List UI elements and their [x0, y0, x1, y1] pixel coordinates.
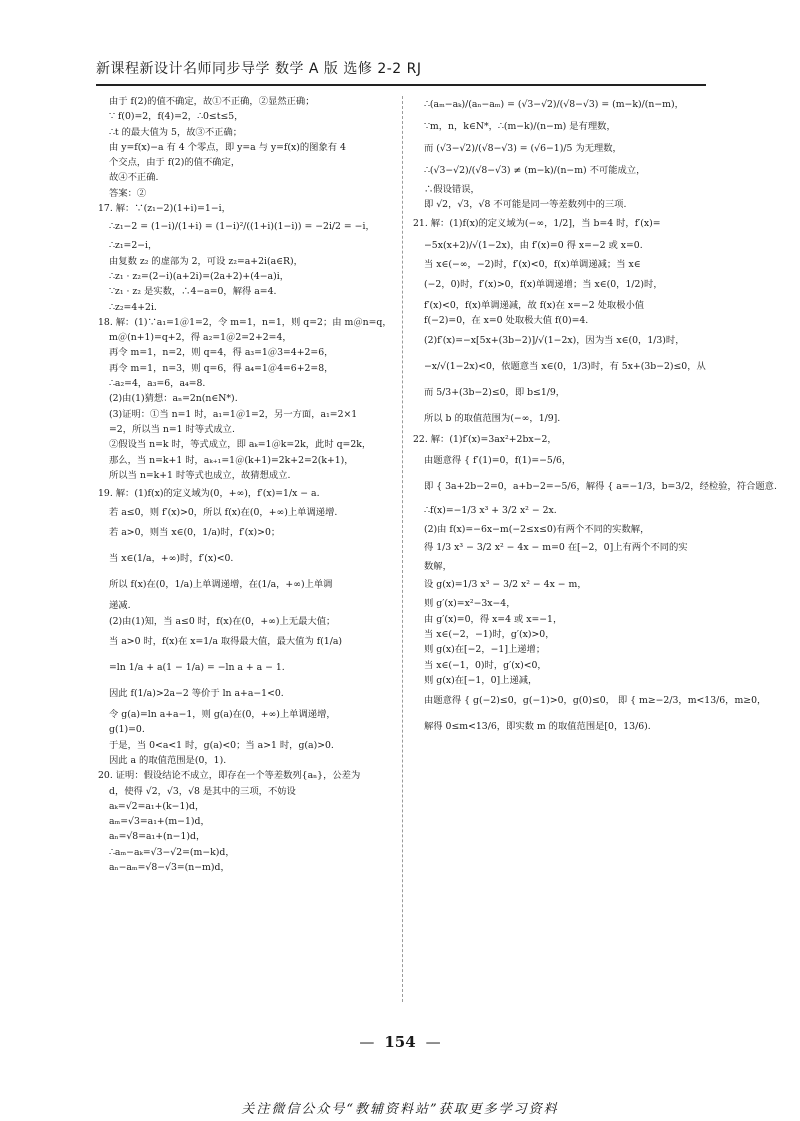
text-line: aₙ=√8=a₁+(n−1)d，: [109, 831, 206, 843]
text-line: ∴z₂=4+2i.: [109, 301, 157, 313]
text-line: 再令 m=1，n=2，则 q=4，得 a₃=1＠3=4+2=6，: [109, 347, 334, 359]
text-line: 当 x∈(−∞，−2)时，f′(x)<0，f(x)单调递减；当 x∈: [424, 258, 641, 270]
text-line: ②假设当 n=k 时，等式成立，即 aₖ=1＠k=2k，此时 q=2k，: [109, 439, 372, 451]
text-line: 22. 解：(1)f′(x)=3ax²+2bx−2，: [413, 434, 557, 446]
text-line: f(−2)=0，在 x=0 处取极大值 f(0)=4.: [424, 315, 589, 327]
text-line: 解得 0≤m<13/6，即实数 m 的取值范围是[0，13/6).: [424, 721, 651, 733]
text-line: ∴(aₘ−aₖ)/(aₙ−aₘ) = (√3−√2)/(√8−√3) = (m−k)/(n−m)，: [424, 99, 684, 110]
text-line: 由 g′(x)=0，得 x=4 或 x=−1，: [424, 613, 563, 625]
footer-note: 关注微信公众号“教辅资料站”获取更多学习资料: [241, 1102, 559, 1117]
text-line: 由于 f(2)的值不确定，故①不正确，②显然正确；: [109, 96, 315, 107]
text-line: ∴f(x)=−1/3 x³ + 3/2 x² − 2x.: [424, 504, 557, 516]
text-line: 即 √2，√3，√8 不可能是同一等差数列中的三项.: [424, 199, 627, 211]
text-line: (2)由(1)猜想：aₙ=2n(n∈N*).: [109, 393, 238, 405]
text-line: ∴z₁ · z₂=(2−i)(a+2i)=(2a+2)+(4−a)i，: [109, 270, 289, 282]
text-line: ∴z₁−2 = (1−i)/(1+i) = (1−i)²/((1+i)(1−i)) = −2i/2 = −i，: [109, 221, 375, 233]
text-line: ∵z₁ · z₂ 是实数，∴4−a=0，解得 a=4.: [109, 286, 277, 298]
text-line: (2)f′(x)=−x[5x+(3b−2)]/√(1−2x)，因为当 x∈(0，1/3)时，: [424, 335, 685, 347]
header-title: 新课程新设计名师同步导学 数学 A 版 选修 2-2 RJ: [96, 61, 422, 77]
text-line: 17. 解：∵(z₁−2)(1+i)=1−i，: [98, 203, 231, 215]
text-line: 而 (√3−√2)/(√8−√3) = (√6−1)/5 为无理数，: [424, 143, 622, 154]
text-line: m＠(n+1)=q+2，得 a₂=1＠2=2+2=4，: [109, 332, 292, 344]
text-line: 当 x∈(−2，−1)时，g′(x)>0，: [424, 628, 555, 640]
text-line: 设 g(x)=1/3 x³ − 3/2 x² − 4x − m，: [424, 579, 587, 591]
page-header: [96, 58, 706, 78]
text-line: 个交点，由于 f(2)的值不确定，: [109, 157, 241, 169]
text-line: 由题意得 { g(−2)≤0，g(−1)>0，g(0)≤0， 即 { m≥−2/3，m<13/6，m≥0，: [424, 695, 767, 707]
text-line: ∴假设错误，: [424, 184, 480, 195]
page-number: — 154 —: [359, 1033, 441, 1051]
text-line: 因此 a 的取值范围是(0，1).: [109, 754, 227, 766]
text-line: 若 a≤0，则 f′(x)>0，所以 f(x)在(0，+∞)上单调递增.: [109, 507, 338, 519]
text-line: 由题意得 { f′(1)=0，f(1)=−5/6，: [424, 454, 572, 466]
text-line: ∴a₂=4，a₃=6，a₄=8.: [109, 378, 206, 390]
text-line: 得 1/3 x³ − 3/2 x² − 4x − m=0 在[−2，0]上有两个不同的实: [424, 542, 688, 554]
text-line: 所以 f(x)在(0，1/a)上单调递增，在(1/a，+∞)上单调: [109, 579, 333, 591]
left-column: [98, 94, 394, 875]
text-line: 而 5/3+(3b−2)≤0，即 b≤1/9，: [424, 387, 566, 399]
text-line: 那么，当 n=k+1 时，aₖ₊₁=1＠(k+1)=2k+2=2(k+1)，: [109, 454, 354, 466]
text-line: (2)由(1)知，当 a≤0 时，f(x)在(0，+∞)上无最大值；: [109, 615, 336, 627]
text-line: d，使得 √2，√3，√8 是其中的三项，不妨设: [109, 785, 296, 797]
text-line: ∴t 的最大值为 5，故③不正确；: [109, 126, 243, 138]
text-line: 由复数 z₂ 的虚部为 2，可设 z₂=a+2i(a∈R)，: [109, 255, 303, 267]
text-line: 所以 b 的取值范围为(−∞，1/9].: [424, 413, 561, 425]
text-line: −x/√(1−2x)<0，依题意当 x∈(0，1/3)时，有 5x+(3b−2)≤0，从: [424, 361, 706, 373]
text-line: (2)由 f(x)=−6x−m(−2≤x≤0)有两个不同的实数解，: [424, 523, 650, 535]
text-line: 由 y=f(x)−a 有 4 个零点，即 y=a 与 y=f(x)的图象有 4: [109, 141, 346, 153]
text-line: 则 g(x)在[−1，0]上递减，: [424, 674, 538, 686]
text-line: ∴z₁=2−i，: [109, 240, 158, 252]
text-line: 递减.: [109, 600, 131, 612]
text-line: 于是，当 0<a<1 时，g(a)<0；当 a>1 时，g(a)>0.: [109, 739, 334, 751]
right-column: [413, 94, 777, 740]
text-line: aₘ=√3=a₁+(m−1)d，: [109, 816, 210, 828]
column-divider: [402, 96, 403, 1002]
text-line: aₖ=√2=a₁+(k−1)d，: [109, 800, 205, 812]
text-line: 则 g′(x)=x²−3x−4，: [424, 598, 516, 610]
text-line: 20. 证明：假设结论不成立，即存在一个等差数列{aₙ}，公差为: [98, 770, 361, 782]
text-line: 若 a>0，则当 x∈(0，1/a)时，f′(x)>0；: [109, 527, 281, 539]
text-line: 因此 f(1/a)>2a−2 等价于 ln a+a−1<0.: [109, 688, 284, 700]
text-line: 数解，: [424, 561, 452, 573]
text-line: ∵ f(0)=2，f(4)=2，∴0≤t≤5，: [109, 111, 244, 123]
text-line: 当 x∈(−1，0)时，g′(x)<0，: [424, 659, 547, 671]
text-line: 则 g(x)在[−2，−1]上递增；: [424, 644, 546, 656]
text-line: (3)证明：①当 n=1 时，a₁=1＠1=2，另一方面，a₁=2×1: [109, 408, 358, 420]
text-line: 故④不正确.: [109, 172, 159, 184]
text-line: 所以当 n=k+1 时等式也成立，故猜想成立.: [109, 469, 291, 481]
text-line: =ln 1/a + a(1 − 1/a) = −ln a + a − 1.: [109, 662, 285, 674]
text-line: (−2，0)时，f′(x)>0，f(x)单调递增；当 x∈(0，1/2)时，: [424, 278, 663, 290]
text-line: 答案：②: [109, 187, 147, 199]
page-number-value: 154: [384, 1033, 416, 1051]
text-line: 当 x∈(1/a，+∞)时，f′(x)<0.: [109, 553, 234, 565]
text-line: 当 a>0 时，f(x)在 x=1/a 取得最大值，最大值为 f(1/a): [109, 636, 343, 648]
text-line: 令 g(a)=ln a+a−1，则 g(a)在(0，+∞)上单调递增，: [109, 709, 336, 721]
text-line: 18. 解：(1)∵a₁=1＠1=2，令 m=1，n=1，则 q=2；由 m＠n=q，: [98, 316, 392, 328]
text-line: g(1)=0.: [109, 724, 145, 736]
text-line: =2，所以当 n=1 时等式成立.: [109, 423, 235, 435]
text-line: −5x(x+2)/√(1−2x)，由 f′(x)=0 得 x=−2 或 x=0.: [424, 239, 643, 251]
text-line: 即 { 3a+2b−2=0，a+b−2=−5/6，解得 { a=−1/3，b=3/2，经检验，符合题意.: [424, 480, 777, 492]
text-line: 19. 解：(1)f(x)的定义域为(0，+∞)，f′(x)=1/x − a.: [98, 488, 320, 500]
text-line: ∴aₘ−aₖ=√3−√2=(m−k)d，: [109, 846, 235, 858]
text-line: 21. 解：(1)f(x)的定义域为(−∞，1/2]，当 b=4 时，f′(x)=: [413, 217, 661, 229]
text-line: aₙ−aₘ=√8−√3=(n−m)d，: [109, 861, 230, 873]
text-line: f′(x)<0，f(x)单调递减，故 f(x)在 x=−2 处取极小值: [424, 299, 645, 311]
text-line: ∵m，n，k∈N*，∴(m−k)/(n−m) 是有理数，: [424, 121, 616, 132]
text-line: 再令 m=1，n=3，则 q=6，得 a₄=1＠4=6+2=8，: [109, 362, 334, 374]
text-line: ∴(√3−√2)/(√8−√3) ≠ (m−k)/(n−m) 不可能成立，: [424, 165, 646, 176]
header-rule: [96, 84, 706, 86]
